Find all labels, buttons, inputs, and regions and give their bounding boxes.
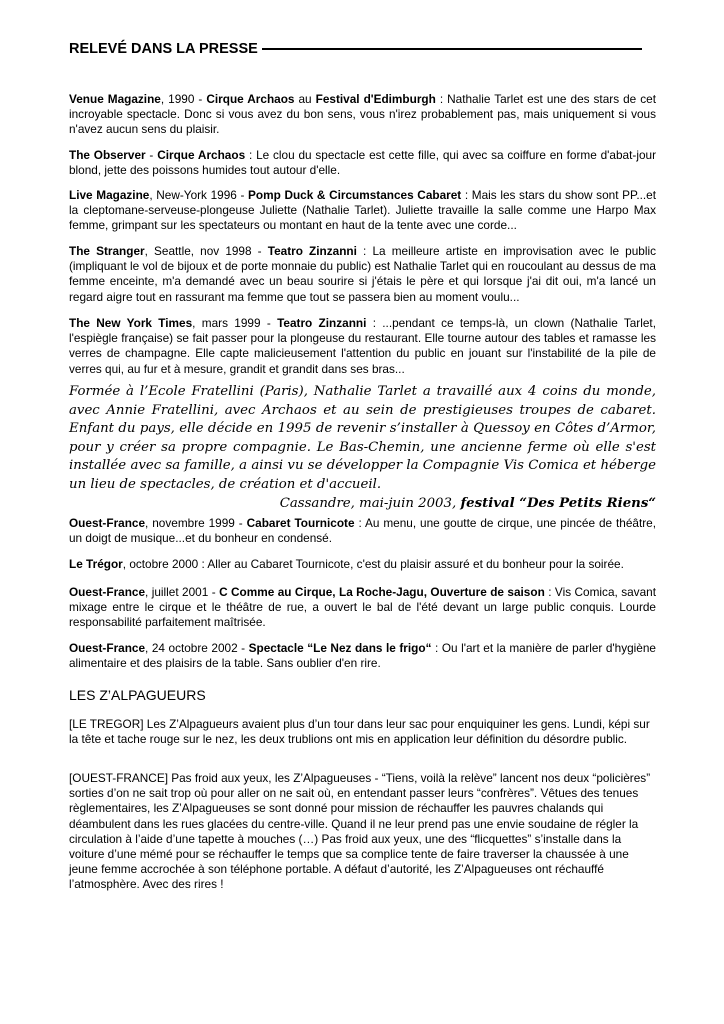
review-the-stranger bbox=[69, 244, 656, 305]
review-source: Live Magazine bbox=[69, 188, 150, 202]
review-venue: Festival d'Edimburgh bbox=[315, 92, 436, 106]
review-meta: , Seattle, nov 1998 - bbox=[144, 244, 268, 258]
review-separator: : bbox=[435, 92, 448, 106]
title-rule bbox=[262, 48, 642, 50]
review-meta: - bbox=[145, 148, 158, 162]
quote-festival: festival “Des Petits Riens“ bbox=[460, 495, 656, 511]
review-meta: , New-York 1996 - bbox=[149, 188, 249, 202]
review-separator: : bbox=[366, 316, 383, 330]
review-source: The Stranger bbox=[69, 244, 145, 258]
alpagueurs-ouest-france: [OUEST-FRANCE] Pas froid aux yeux, les Z’Alpagueuses - “Tiens, voilà la relève” lancent nos deux “policières” sorties d’on ne sait trop où pour aller on ne sait où, en entendant passer leurs “confrères”. Vêtues des tenues règlementaires, les Z’Alpagueuses se sont donné pour mission de réchauffer les pauvres chalands qui déambulent dans les rues glacées du centre-ville. Quand il ne leur prend pas une envie soudaine de régler la circulation à l’aide d’une tapette à mouches (…) Pas froid aux yeux, une des “flicquettes” s’installe dans la voiture d’une mémé pour se réchauffer le temps que sa complice tente de faire traverser la chaussée à une jeune femme accrochée à son téléphone portable. A défaut d’autorité, les Z’Alpagueuses ont réchauffé l’atmosphère. Avec des rires ! bbox=[69, 771, 651, 892]
review-venue-magazine bbox=[69, 92, 656, 138]
review-source: Le Trégor bbox=[69, 557, 123, 571]
review-text: Vis Comica, savant mixage entre le cirque et le théâtre de rue, a ouvert le bal de l'été devant un large public conquis. Lourde responsabilité parfaitement maîtrisée. bbox=[69, 585, 656, 630]
review-show: C Comme au Cirque, La Roche-Jagu, Ouverture de saison bbox=[219, 585, 545, 599]
review-ouest-france-1999 bbox=[69, 516, 656, 546]
review-separator: : bbox=[356, 244, 373, 258]
review-separator: : bbox=[431, 641, 442, 655]
quote-text: Formée à l’Ecole Fratellini (Paris), Nathalie Tarlet a travaillé aux 4 coins du monde, avec Annie Fratellini, avec Archaos et au sein de prestigieuses troupes de cabaret. Enfant du pays, elle décide en 1995 de revenir s’installer à Quessoy en Côtes d’Armor, pour y créer sa propre compagnie. Le Bas-Chemin, une ancienne ferme où elle s'est installée avec sa famille, a ainsi vu se développer la Compagnie Vis Comica et héberge un lieu de spectacles, de création et d'accueil. bbox=[69, 384, 656, 492]
review-source: Ouest-France bbox=[69, 641, 146, 655]
review-show: Pomp Duck & Circumstances Cabaret bbox=[248, 188, 462, 202]
review-live-magazine bbox=[69, 188, 656, 234]
alpagueurs-tregor: [LE TREGOR] Les Z’Alpagueurs avaient plus d’un tour dans leur sac pour enquiquiner les gens. Lundi, képi sur la tête et tache rouge sur le nez, les deux trublions ont mis en application leur définition du désordre public. bbox=[69, 717, 650, 747]
review-meta: , 1990 - bbox=[160, 92, 207, 106]
quote-credit bbox=[69, 495, 656, 514]
review-text: La meilleure artiste en improvisation avec le public (impliquant le vol de bijoux et de porte monnaie du public) est Nathalie Tarlet qui en roucoulant au dessus de ma femme enceinte, m'a demandé avec un beau sourire si j'étais le père et qui lorsque j'ai dit oui, m'a lancé un regard aigre tout en rassurant ma femme que tout se passera bien au moment voulu... bbox=[69, 244, 657, 304]
review-source: Ouest-France bbox=[69, 516, 146, 530]
review-text: Au menu, une goutte de cirque, une pincée de théâtre, un doigt de musique...et du bonheur en condensé. bbox=[69, 516, 656, 546]
review-the-observer bbox=[69, 148, 656, 178]
review-source: The New York Times bbox=[69, 316, 193, 330]
review-text: Ou l'art et la manière de parler d'hygiène alimentaire et des plaisirs de la table. Sans oublier d'en rire. bbox=[69, 641, 656, 671]
review-source: Ouest-France bbox=[69, 585, 146, 599]
review-show: Teatro Zinzanni bbox=[277, 316, 367, 330]
review-meta: , novembre 1999 - bbox=[145, 516, 247, 530]
press-header bbox=[69, 40, 647, 58]
review-text: Nathalie Tarlet est une des stars de cet incroyable spectacle. Donc si vous avez du bon sens, vous n'irez probablement pas, mais uniquement si vous n'avez aucun sens du plaisir. bbox=[69, 92, 656, 137]
review-separator: : bbox=[544, 585, 555, 599]
review-ouest-france-2001 bbox=[69, 585, 656, 631]
review-source: The Observer bbox=[69, 148, 146, 162]
review-connector: au bbox=[294, 92, 316, 106]
review-show: Teatro Zinzanni bbox=[267, 244, 357, 258]
biography-quote bbox=[69, 383, 656, 513]
review-show: Cirque Archaos bbox=[206, 92, 295, 106]
review-source: Venue Magazine bbox=[69, 92, 161, 106]
page-title: RELEVÉ DANS LA PRESSE bbox=[69, 41, 258, 57]
review-separator: : bbox=[461, 188, 472, 202]
review-meta: , octobre 2000 : bbox=[122, 557, 208, 571]
review-new-york-times bbox=[69, 316, 656, 377]
review-separator: : bbox=[354, 516, 365, 530]
review-text: ...pendant ce temps-là, un clown (Nathalie Tarlet, l'espiègle française) se fait passer pour la plongeuse du restaurant. Elle tourne autour des tables et ramasse les verres de champagne. Elle capte malicieusement l'attention du public en jouant sur l'instabilité de la pile de verres qui, au fur et à mesure, grandit et grandit dans ses bras... bbox=[69, 316, 656, 376]
section-title-alpagueurs: LES Z’ALPAGUEURS bbox=[69, 687, 206, 703]
review-show: Cirque Archaos bbox=[157, 148, 246, 162]
review-ouest-france-2002 bbox=[69, 641, 656, 671]
quote-date: , mai-juin 2003, bbox=[350, 495, 461, 511]
review-meta: , 24 octobre 2002 - bbox=[145, 641, 249, 655]
review-text: Aller au Cabaret Tournicote, c'est du plaisir assuré et du bonheur pour la soirée. bbox=[207, 557, 624, 571]
review-text: Mais les stars du show sont PP...et la cleptomane-serveuse-plongeuse Juliette (Nathalie Tarlet). Juliette travaille la salle comme une Harpo Max femme, grimpant sur les spectateurs ou montant en haut de la tente avec une corde... bbox=[69, 188, 657, 233]
quote-source: Cassandre bbox=[279, 495, 351, 511]
review-show: Cabaret Tournicote bbox=[246, 516, 355, 530]
review-meta: , mars 1999 - bbox=[192, 316, 278, 330]
review-meta: , juillet 2001 - bbox=[145, 585, 220, 599]
review-text: Le clou du spectacle est cette fille, qui avec sa coiffure en forme d'abat-jour blond, jette des poissons humides tout autour d'elle. bbox=[69, 148, 656, 178]
review-le-tregor-2000 bbox=[69, 557, 656, 572]
review-show: Spectacle “Le Nez dans le frigo“ bbox=[248, 641, 432, 655]
review-separator: : bbox=[245, 148, 257, 162]
